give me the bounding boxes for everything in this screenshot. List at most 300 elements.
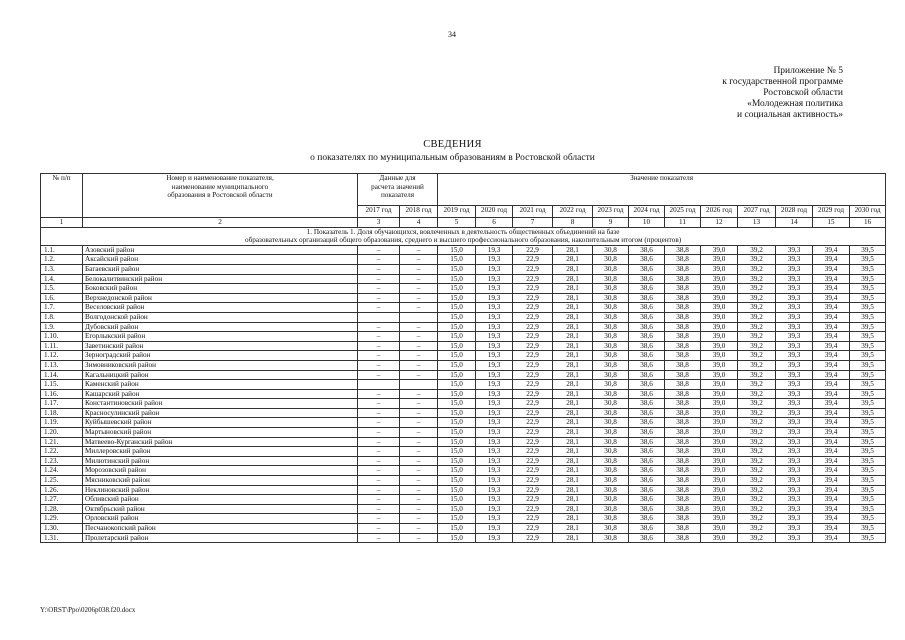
row-value: 38,6 — [629, 466, 665, 476]
row-value: 38,6 — [629, 408, 665, 418]
row-value: 39,2 — [738, 312, 776, 322]
row-value: 38,6 — [629, 341, 665, 351]
row-value: 38,8 — [665, 293, 701, 303]
header-year: 2025 год — [665, 206, 701, 218]
row-calc-2017: – — [358, 418, 400, 428]
column-numbers-row — [41, 218, 886, 228]
row-value: 22,9 — [513, 456, 553, 466]
row-calc-2017: – — [358, 476, 400, 486]
row-value: 30,8 — [593, 466, 629, 476]
row-value: 39,3 — [776, 399, 813, 409]
row-value: 30,8 — [593, 428, 629, 438]
row-value: 15,0 — [438, 504, 476, 514]
row-value: 39,0 — [701, 495, 738, 505]
row-value: 28,1 — [553, 495, 593, 505]
row-value: 39,4 — [813, 418, 850, 428]
row-value: 22,9 — [513, 466, 553, 476]
appendix-line: к государственной программе — [722, 77, 843, 87]
row-value: 19,3 — [476, 456, 513, 466]
row-value: 39,2 — [738, 504, 776, 514]
row-name: Каменский район — [83, 380, 358, 390]
row-value: 28,1 — [553, 514, 593, 524]
row-value: 38,8 — [665, 447, 701, 457]
row-value: 22,9 — [513, 485, 553, 495]
row-code: 1.29. — [41, 514, 83, 524]
column-number: 1 — [41, 218, 83, 228]
row-name: Верхнедонской район — [83, 293, 358, 303]
row-value: 38,6 — [629, 524, 665, 534]
row-calc-2017: – — [358, 428, 400, 438]
row-value: 39,3 — [776, 456, 813, 466]
row-value: 19,3 — [476, 533, 513, 543]
row-calc-2017: – — [358, 504, 400, 514]
row-value: 39,2 — [738, 332, 776, 342]
row-value: 39,5 — [850, 476, 886, 486]
row-value: 39,3 — [776, 303, 813, 313]
row-name: Зимовниковский район — [83, 360, 358, 370]
section-title-line: 1. Показатель 1. Доля обучающихся, вовлеченных в деятельность общественных объединений на базе — [306, 227, 620, 236]
table-row — [41, 380, 886, 390]
row-value: 15,0 — [438, 284, 476, 294]
row-code: 1.8. — [41, 312, 83, 322]
row-value: 39,2 — [738, 322, 776, 332]
row-calc-2018: – — [400, 370, 438, 380]
row-value: 30,8 — [593, 485, 629, 495]
row-calc-2017: – — [358, 284, 400, 294]
row-value: 38,8 — [665, 399, 701, 409]
row-value: 19,3 — [476, 293, 513, 303]
row-value: 39,2 — [738, 293, 776, 303]
row-value: 38,6 — [629, 533, 665, 543]
row-calc-2017: – — [358, 351, 400, 361]
row-value: 15,0 — [438, 274, 476, 284]
row-value: 15,0 — [438, 476, 476, 486]
row-calc-2018: – — [400, 389, 438, 399]
row-value: 19,3 — [476, 274, 513, 284]
header-year: 2018 год — [400, 206, 438, 218]
row-calc-2018: – — [400, 293, 438, 303]
row-value: 39,5 — [850, 485, 886, 495]
header-year: 2029 год — [813, 206, 850, 218]
row-value: 38,8 — [665, 380, 701, 390]
row-value: 15,0 — [438, 264, 476, 274]
row-value: 39,0 — [701, 476, 738, 486]
row-value: 39,2 — [738, 389, 776, 399]
row-value: 38,6 — [629, 399, 665, 409]
row-value: 39,2 — [738, 360, 776, 370]
row-value: 38,8 — [665, 264, 701, 274]
row-value: 39,2 — [738, 284, 776, 294]
table-row — [41, 255, 886, 265]
row-value: 39,0 — [701, 466, 738, 476]
row-value: 15,0 — [438, 533, 476, 543]
row-name: Веселовский район — [83, 303, 358, 313]
row-value: 22,9 — [513, 312, 553, 322]
row-value: 28,1 — [553, 255, 593, 265]
row-value: 39,0 — [701, 360, 738, 370]
row-value: 28,1 — [553, 322, 593, 332]
row-value: 30,8 — [593, 524, 629, 534]
row-value: 39,3 — [776, 495, 813, 505]
row-name: Орловский район — [83, 514, 358, 524]
row-value: 39,5 — [850, 504, 886, 514]
row-name: Егорлыкский район — [83, 332, 358, 342]
row-value: 15,0 — [438, 341, 476, 351]
row-value: 39,0 — [701, 408, 738, 418]
row-value: 19,3 — [476, 303, 513, 313]
row-value: 22,9 — [513, 399, 553, 409]
row-value: 28,1 — [553, 466, 593, 476]
row-value: 38,8 — [665, 322, 701, 332]
row-calc-2017: – — [358, 360, 400, 370]
row-value: 39,5 — [850, 514, 886, 524]
row-value: 22,9 — [513, 293, 553, 303]
row-value: 19,3 — [476, 389, 513, 399]
header-year: 2026 год — [701, 206, 738, 218]
row-value: 22,9 — [513, 264, 553, 274]
row-value: 39,5 — [850, 322, 886, 332]
row-value: 39,3 — [776, 389, 813, 399]
row-value: 39,0 — [701, 284, 738, 294]
row-value: 38,8 — [665, 476, 701, 486]
row-value: 19,3 — [476, 360, 513, 370]
row-value: 22,9 — [513, 495, 553, 505]
row-value: 38,8 — [665, 351, 701, 361]
row-value: 38,8 — [665, 303, 701, 313]
appendix-header — [623, 66, 843, 121]
row-value: 39,4 — [813, 264, 850, 274]
row-value: 38,6 — [629, 322, 665, 332]
row-value: 28,1 — [553, 476, 593, 486]
row-value: 39,5 — [850, 274, 886, 284]
row-value: 38,6 — [629, 514, 665, 524]
row-code: 1.6. — [41, 293, 83, 303]
row-value: 38,8 — [665, 466, 701, 476]
row-name: Кагальницкий район — [83, 370, 358, 380]
column-number: 9 — [593, 218, 629, 228]
row-value: 39,3 — [776, 264, 813, 274]
row-calc-2018: – — [400, 514, 438, 524]
table-row — [41, 312, 886, 322]
row-value: 28,1 — [553, 428, 593, 438]
table-row — [41, 245, 886, 255]
appendix-line: и социальная активность» — [737, 110, 843, 120]
row-value: 15,0 — [438, 360, 476, 370]
row-value: 30,8 — [593, 380, 629, 390]
row-value: 19,3 — [476, 524, 513, 534]
row-value: 39,4 — [813, 360, 850, 370]
row-value: 28,1 — [553, 524, 593, 534]
row-value: 39,2 — [738, 524, 776, 534]
header-year: 2020 год — [476, 206, 513, 218]
row-value: 22,9 — [513, 255, 553, 265]
table-row — [41, 408, 886, 418]
row-value: 30,8 — [593, 303, 629, 313]
row-value: 38,6 — [629, 437, 665, 447]
row-value: 28,1 — [553, 533, 593, 543]
row-value: 39,5 — [850, 245, 886, 255]
header-year: 2023 год — [593, 206, 629, 218]
row-value: 28,1 — [553, 380, 593, 390]
row-value: 38,6 — [629, 332, 665, 342]
row-value: 38,6 — [629, 389, 665, 399]
row-value: 28,1 — [553, 485, 593, 495]
row-value: 22,9 — [513, 524, 553, 534]
row-value: 30,8 — [593, 274, 629, 284]
row-value: 39,2 — [738, 245, 776, 255]
row-name: Багаевский район — [83, 264, 358, 274]
row-value: 19,3 — [476, 495, 513, 505]
row-code: 1.3. — [41, 264, 83, 274]
row-value: 39,0 — [701, 428, 738, 438]
row-value: 38,6 — [629, 495, 665, 505]
row-value: 19,3 — [476, 408, 513, 418]
row-value: 39,4 — [813, 332, 850, 342]
row-value: 30,8 — [593, 332, 629, 342]
row-value: 39,4 — [813, 456, 850, 466]
row-value: 30,8 — [593, 399, 629, 409]
row-calc-2018: – — [400, 437, 438, 447]
row-code: 1.14. — [41, 370, 83, 380]
row-value: 22,9 — [513, 332, 553, 342]
row-value: 39,2 — [738, 456, 776, 466]
row-calc-2018: – — [400, 466, 438, 476]
row-value: 19,3 — [476, 351, 513, 361]
row-value: 28,1 — [553, 437, 593, 447]
row-value: 15,0 — [438, 485, 476, 495]
row-value: 15,0 — [438, 255, 476, 265]
row-value: 19,3 — [476, 370, 513, 380]
row-value: 38,6 — [629, 485, 665, 495]
table-row — [41, 495, 886, 505]
row-calc-2017: – — [358, 533, 400, 543]
row-code: 1.5. — [41, 284, 83, 294]
row-calc-2017: – — [358, 274, 400, 284]
row-value: 39,5 — [850, 447, 886, 457]
row-value: 22,9 — [513, 428, 553, 438]
row-value: 39,0 — [701, 524, 738, 534]
header-year: 2019 год — [438, 206, 476, 218]
table-row — [41, 437, 886, 447]
row-value: 38,8 — [665, 533, 701, 543]
table-row — [41, 466, 886, 476]
table-row — [41, 456, 886, 466]
table-row — [41, 351, 886, 361]
row-value: 38,8 — [665, 524, 701, 534]
row-value: 28,1 — [553, 264, 593, 274]
row-value: 22,9 — [513, 370, 553, 380]
row-value: 39,4 — [813, 322, 850, 332]
row-value: 39,3 — [776, 380, 813, 390]
row-value: 39,2 — [738, 428, 776, 438]
row-value: 39,5 — [850, 399, 886, 409]
row-value: 39,4 — [813, 447, 850, 457]
page-number: 34 — [448, 30, 456, 39]
row-code: 1.16. — [41, 389, 83, 399]
row-value: 38,6 — [629, 255, 665, 265]
row-value: 30,8 — [593, 533, 629, 543]
row-value: 38,8 — [665, 428, 701, 438]
row-value: 39,0 — [701, 456, 738, 466]
table-row — [41, 293, 886, 303]
row-value: 39,5 — [850, 428, 886, 438]
row-value: 19,3 — [476, 264, 513, 274]
row-value: 19,3 — [476, 284, 513, 294]
row-value: 39,2 — [738, 447, 776, 457]
row-value: 39,0 — [701, 533, 738, 543]
row-name: Красносулинский район — [83, 408, 358, 418]
row-value: 39,2 — [738, 476, 776, 486]
row-value: 39,4 — [813, 476, 850, 486]
row-value: 39,3 — [776, 485, 813, 495]
row-value: 30,8 — [593, 370, 629, 380]
row-code: 1.11. — [41, 341, 83, 351]
column-number: 3 — [358, 218, 400, 228]
row-calc-2018: – — [400, 524, 438, 534]
row-value: 38,6 — [629, 456, 665, 466]
row-value: 15,0 — [438, 370, 476, 380]
row-calc-2017: – — [358, 389, 400, 399]
row-value: 15,0 — [438, 332, 476, 342]
row-value: 39,0 — [701, 485, 738, 495]
row-value: 39,3 — [776, 476, 813, 486]
row-calc-2017: – — [358, 514, 400, 524]
row-calc-2018: – — [400, 504, 438, 514]
column-number: 2 — [83, 218, 358, 228]
row-calc-2017: – — [358, 495, 400, 505]
row-value: 39,0 — [701, 351, 738, 361]
row-calc-2017: – — [358, 456, 400, 466]
appendix-line: Приложение № 5 — [773, 66, 843, 76]
row-value: 39,5 — [850, 418, 886, 428]
row-calc-2018: – — [400, 399, 438, 409]
row-value: 38,6 — [629, 360, 665, 370]
row-calc-2017: – — [358, 408, 400, 418]
table-row — [41, 303, 886, 313]
row-calc-2018: – — [400, 418, 438, 428]
row-value: 39,0 — [701, 437, 738, 447]
row-value: 38,8 — [665, 418, 701, 428]
row-value: 28,1 — [553, 245, 593, 255]
row-value: 19,3 — [476, 380, 513, 390]
row-value: 39,4 — [813, 485, 850, 495]
row-value: 28,1 — [553, 370, 593, 380]
row-value: 39,2 — [738, 437, 776, 447]
row-value: 15,0 — [438, 524, 476, 534]
row-value: 39,3 — [776, 504, 813, 514]
row-value: 38,6 — [629, 303, 665, 313]
row-value: 38,6 — [629, 418, 665, 428]
row-value: 39,5 — [850, 351, 886, 361]
row-calc-2017 — [358, 312, 400, 322]
table-row — [41, 389, 886, 399]
header-name: Номер и наименование показателя, наименование муниципального образования в Ростовской области — [83, 174, 358, 218]
row-value: 15,0 — [438, 312, 476, 322]
row-value: 28,1 — [553, 351, 593, 361]
row-value: 38,8 — [665, 370, 701, 380]
row-calc-2017: – — [358, 264, 400, 274]
row-value: 39,0 — [701, 370, 738, 380]
header-year: 2027 год — [738, 206, 776, 218]
row-value: 39,4 — [813, 312, 850, 322]
row-calc-2018: – — [400, 332, 438, 342]
appendix-line: Ростовской области — [763, 88, 843, 98]
row-value: 39,2 — [738, 466, 776, 476]
row-value: 39,4 — [813, 437, 850, 447]
row-code: 1.24. — [41, 466, 83, 476]
row-name: Волгодонской район — [83, 312, 358, 322]
row-calc-2017: – — [358, 437, 400, 447]
row-value: 19,3 — [476, 418, 513, 428]
row-value: 30,8 — [593, 514, 629, 524]
row-value: 19,3 — [476, 437, 513, 447]
row-code: 1.2. — [41, 255, 83, 265]
table-row — [41, 476, 886, 486]
row-value: 15,0 — [438, 322, 476, 332]
row-value: 38,8 — [665, 332, 701, 342]
row-value: 28,1 — [553, 504, 593, 514]
row-calc-2018: – — [400, 284, 438, 294]
row-value: 39,0 — [701, 504, 738, 514]
row-value: 39,5 — [850, 264, 886, 274]
row-value: 38,6 — [629, 370, 665, 380]
row-value: 30,8 — [593, 264, 629, 274]
row-code: 1.17. — [41, 399, 83, 409]
row-value: 22,9 — [513, 351, 553, 361]
row-value: 22,9 — [513, 303, 553, 313]
row-name: Боковский район — [83, 284, 358, 294]
row-value: 39,3 — [776, 360, 813, 370]
row-calc-2018: – — [400, 245, 438, 255]
row-calc-2017: – — [358, 332, 400, 342]
row-value: 19,3 — [476, 476, 513, 486]
row-calc-2017: – — [358, 341, 400, 351]
row-code: 1.9. — [41, 322, 83, 332]
row-value: 38,8 — [665, 504, 701, 514]
row-value: 39,0 — [701, 389, 738, 399]
header-value: Значение показателя — [438, 174, 886, 206]
row-value: 38,8 — [665, 389, 701, 399]
column-number: 6 — [476, 218, 513, 228]
row-value: 39,3 — [776, 408, 813, 418]
row-value: 39,3 — [776, 284, 813, 294]
indicators-table — [40, 173, 886, 543]
row-calc-2018: – — [400, 303, 438, 313]
row-value: 39,5 — [850, 466, 886, 476]
row-value: 39,4 — [813, 293, 850, 303]
document-title: СВЕДЕНИЯ — [423, 139, 482, 150]
row-value: 39,2 — [738, 495, 776, 505]
row-value: 39,2 — [738, 264, 776, 274]
row-name: Матвеево-Курганский район — [83, 437, 358, 447]
indicators-table-container — [40, 173, 881, 543]
column-number: 14 — [776, 218, 813, 228]
row-value: 39,4 — [813, 351, 850, 361]
row-value: 15,0 — [438, 428, 476, 438]
row-value: 19,3 — [476, 428, 513, 438]
row-value: 15,0 — [438, 447, 476, 457]
row-calc-2017: – — [358, 399, 400, 409]
row-value: 39,4 — [813, 495, 850, 505]
row-value: 39,5 — [850, 360, 886, 370]
row-value: 39,0 — [701, 514, 738, 524]
row-code: 1.23. — [41, 456, 83, 466]
table-row — [41, 264, 886, 274]
row-calc-2017: – — [358, 293, 400, 303]
row-value: 19,3 — [476, 485, 513, 495]
row-code: 1.20. — [41, 428, 83, 438]
row-calc-2017: – — [358, 466, 400, 476]
